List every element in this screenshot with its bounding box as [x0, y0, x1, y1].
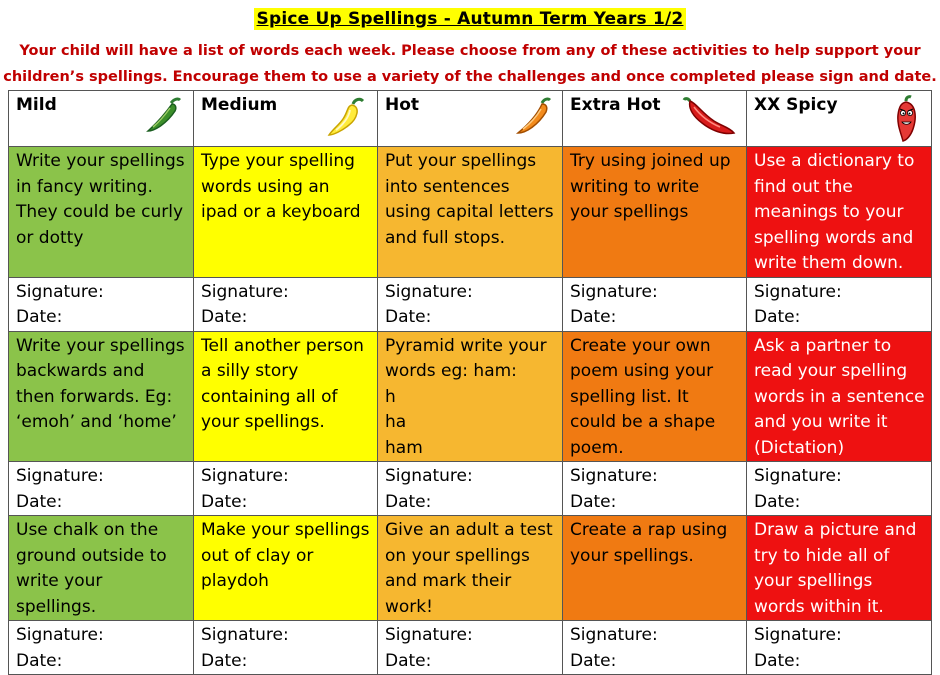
date-label: Date:: [16, 491, 63, 512]
signature-cell[interactable]: [378, 462, 563, 516]
activity-cell: Create a rap using your spellings.: [563, 516, 747, 621]
date-label: Date:: [201, 491, 248, 512]
signature-cell[interactable]: [747, 277, 932, 331]
activity-row-1: [9, 147, 932, 278]
date-label: Date:: [385, 307, 432, 327]
signature-label: Signature:: [201, 281, 289, 302]
column-label-xx-spicy: XX Spicy: [754, 95, 838, 115]
signature-cell[interactable]: [747, 621, 932, 675]
activity-grid: [8, 90, 932, 675]
red-chili-icon: [682, 95, 738, 139]
signature-cell[interactable]: [378, 277, 563, 331]
column-label-mild: Mild: [16, 95, 57, 115]
yellow-chili-icon: [323, 95, 369, 139]
signature-label: Signature:: [754, 466, 842, 486]
activity-cell: Tell another person a silly story containing all of your spellings.: [194, 331, 378, 462]
date-label: Date:: [16, 307, 63, 327]
signature-label: Signature:: [385, 281, 473, 302]
date-label: Date:: [16, 650, 63, 671]
signature-label: Signature:: [201, 466, 289, 486]
signature-row-1: [9, 277, 932, 331]
title-container: [0, 8, 940, 30]
activity-cell: Make your spellings out of clay or playdoh: [194, 516, 378, 621]
date-label: Date:: [570, 491, 617, 512]
header-row: [9, 91, 932, 147]
column-label-hot: Hot: [385, 95, 420, 115]
orange-chili-icon: [510, 95, 554, 139]
signature-label: Signature:: [201, 625, 289, 645]
signature-cell[interactable]: [194, 621, 378, 675]
signature-cell[interactable]: [563, 462, 747, 516]
date-label: Date:: [570, 307, 617, 327]
activity-cell: Create your own poem using your spelling list. It could be a shape poem.: [563, 331, 747, 462]
header-medium: [194, 91, 378, 147]
activity-cell: Draw a picture and try to hide all of your spellings words within it.: [747, 516, 932, 621]
activity-cell: Use chalk on the ground outside to write your spellings.: [9, 516, 194, 621]
activity-cell: Put your spellings into sentences using capital letters and full stops.: [378, 147, 563, 278]
header-hot: [378, 91, 563, 147]
header-mild: [9, 91, 194, 147]
green-chili-icon: [141, 95, 185, 139]
signature-cell[interactable]: [747, 462, 932, 516]
signature-row-2: [9, 462, 932, 516]
signature-label: Signature:: [16, 466, 104, 486]
header-extra-hot: [563, 91, 747, 147]
signature-cell[interactable]: [563, 621, 747, 675]
signature-cell[interactable]: [9, 277, 194, 331]
signature-cell[interactable]: [9, 621, 194, 675]
date-label: Date:: [201, 650, 248, 671]
intro-text: [0, 38, 940, 90]
signature-label: Signature:: [385, 466, 473, 486]
date-label: Date:: [754, 491, 801, 512]
date-label: Date:: [754, 650, 801, 671]
date-label: Date:: [385, 491, 432, 512]
activity-cell: Pyramid write your words eg: ham: h ha ham: [378, 331, 563, 462]
activity-cell: Write your spellings backwards and then forwards. Eg: ‘emoh’ and ‘home’: [9, 331, 194, 462]
activity-cell: Try using joined up writing to write your spellings: [563, 147, 747, 278]
signature-label: Signature:: [754, 281, 842, 302]
signature-label: Signature:: [570, 625, 658, 645]
signature-label: Signature:: [570, 281, 658, 302]
intro-line-2: children’s spellings. Encourage them to use a variety of the challenges and once completed please sign and date.: [3, 69, 937, 85]
date-label: Date:: [570, 650, 617, 671]
signature-label: Signature:: [16, 281, 104, 302]
signature-label: Signature:: [385, 625, 473, 645]
activity-cell: Use a dictionary to find out the meanings to your spelling words and write them down.: [747, 147, 932, 278]
date-label: Date:: [201, 307, 248, 327]
signature-cell[interactable]: [378, 621, 563, 675]
signature-label: Signature:: [754, 625, 842, 645]
signature-cell[interactable]: [9, 462, 194, 516]
signature-label: Signature:: [16, 625, 104, 645]
intro-line-1: Your child will have a list of words each week. Please choose from any of these activities to help support your: [19, 43, 921, 59]
activity-cell: Type your spelling words using an ipad or a keyboard: [194, 147, 378, 278]
activity-row-3: [9, 516, 932, 621]
activity-cell: Write your spellings in fancy writing. They could be curly or dotty: [9, 147, 194, 278]
angry-chili-icon: [889, 95, 923, 143]
signature-cell[interactable]: [194, 462, 378, 516]
activity-cell: Give an adult a test on your spellings and mark their work!: [378, 516, 563, 621]
signature-label: Signature:: [570, 466, 658, 486]
activity-row-2: [9, 331, 932, 462]
column-label-extra-hot: Extra Hot: [570, 95, 661, 115]
signature-cell[interactable]: [194, 277, 378, 331]
signature-cell[interactable]: [563, 277, 747, 331]
page-title: Spice Up Spellings - Autumn Term Years 1/2: [254, 8, 687, 30]
activity-cell: Ask a partner to read your spelling words in a sentence and you write it (Dictation): [747, 331, 932, 462]
date-label: Date:: [754, 307, 801, 327]
signature-row-3: [9, 621, 932, 675]
header-xx-spicy: [747, 91, 932, 147]
date-label: Date:: [385, 650, 432, 671]
column-label-medium: Medium: [201, 95, 278, 115]
